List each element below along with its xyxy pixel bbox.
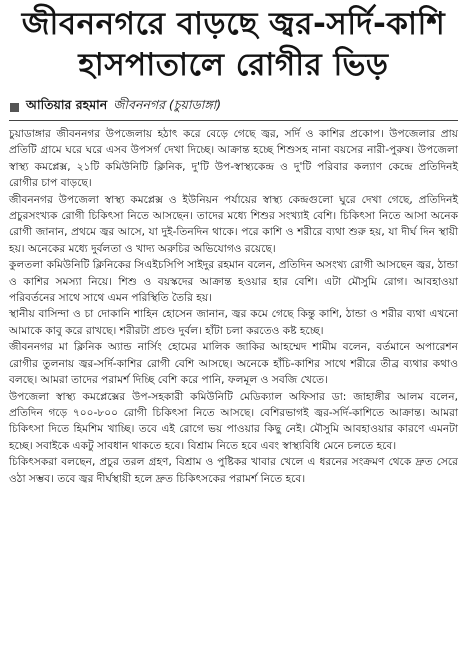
byline-place: জীবননগর (চুয়াডাঙ্গা) xyxy=(113,97,222,112)
article-body xyxy=(9,126,458,487)
article-paragraph: চুয়াডাঙ্গার জীবননগর উপজেলায় হঠাৎ করে বেড়ে গেছে জ্বর, সর্দি ও কাশির প্রকোপ। উপজেলার প্রায় প্রতিটি গ্রামে ঘরে ঘরে এসব উপসর্গ দেখা দিচ্ছে। আক্রান্ত হচ্ছে শিশুসহ নানা বয়সের নারী-পুরুষ। উপজেলা স্বাস্থ্য কমপ্লেক্স, ২১টি কমিউনিটি ক্লিনিক, দু'টি উপ-স্বাস্থ্যকেন্দ্র ও দু'টি পরিবার কল্যাণ কেন্দ্রে প্রতিদিনই রোগীর চাপ বাড়ছে। xyxy=(9,128,459,190)
byline-author: আতিয়ার রহমান xyxy=(26,97,108,112)
byline xyxy=(9,98,458,116)
article-paragraph: চিকিৎসকরা বলছেন, প্রচুর তরল গ্রহণ, বিশ্রাম ও পুষ্টিকর খাবার খেলে এ ধরনের সংক্রমণ থেকে দ্রুত সেরে ওঠা সম্ভব। তবে জ্বর দীর্ঘস্থায়ী হলে দ্রুত চিকিৎসকের পরামর্শ নিতে হবে। xyxy=(9,456,458,485)
article-paragraph: জীবননগর উপজেলা স্বাস্থ্য কমপ্লেক্স ও ইউনিয়ন পর্যায়ের স্বাস্থ্য কেন্দ্রগুলো ঘুরে দেখা গেছে, প্রতিদিনই প্রচুরসংখ্যক রোগী চিকিৎসা নিতে আসছেন। তাদের মধ্যে শিশুর সংখ্যাই বেশি। চিকিৎসা নিতে আসা অনেক রোগী জানান, প্রথমে জ্বর আসে, যা দুই-তিনদিন থাকে। পরে কাশি ও শরীরে ব্যথা শুরু হয়, যা দীর্ঘ দিন স্থায়ী হয়। অনেকের মধ্যে দুর্বলতা ও খাদ্য অরুচির অভিযোগও রয়েছে। xyxy=(9,193,458,255)
article-paragraph: স্থানীয় বাসিন্দা ও চা দোকানি শাহিন হোসেন জানান, জ্বর কমে গেছে কিন্তু কাশি, ঠান্ডা ও শরীর ব্যথা এখনো আমাকে কাবু করে রাখছে। শরীরটা প্রচণ্ড দুর্বল। হাঁটা চলা করতেও কষ্ট হচ্ছে। xyxy=(9,308,458,337)
headline-line-1: জীবননগরে বাড়ছে জ্বর-সর্দি-কাশি xyxy=(21,6,446,42)
byline-divider xyxy=(9,120,458,121)
headline-line-2: হাসপাতালে রোগীর ভিড় xyxy=(78,47,389,83)
headline xyxy=(9,4,458,86)
article-paragraph: জীবননগর মা ক্লিনিক অ্যান্ড নার্সিং হোমের মালিক জাকির আহম্মেদ শামীম বলেন, বর্তমানে অপারেশন রোগীর তুলনায় জ্বর-সর্দি-কাশির রোগী বেশি আসছে। অনেকে হাঁচি-কাশির সাথে শরীরে তীব্র ব্যথার কথাও বলছে। আমরা তাদের পরামর্শ দিচ্ছি বেশি করে পানি, ফলমূল ও সবজি খেতে। xyxy=(9,341,458,387)
article-paragraph: উপজেলা স্বাস্থ্য কমপ্লেক্সের উপ-সহকারী কমিউনিটি মেডিক্যাল অফিসার ডা: জাহাঙ্গীর আলম বলেন, প্রতিদিন গড়ে ৭০০-৮০০ রোগী চিকিৎসা নিতে আসছে। বেশিরভাগই জ্বর-সর্দি-কাশিতে আক্রান্ত। আমরা চিকিৎসা দিতে হিমশিম খাচ্ছি। তবে এই রোগে ভয় পাওয়ার কিছু নেই। মৌসুমি আবহাওয়ার কারণে এমনটা হচ্ছে। সবাইকে একটু সাবধান থাকতে হবে। বিশ্রাম নিতে হবে এবং স্বাস্থ্যবিধি মেনে চলতে হবে। xyxy=(9,390,458,452)
square-bullet-icon xyxy=(10,103,19,112)
article-paragraph: কুলতলা কমিউনিটি ক্লিনিকের সিএইচসিপি সাইদুর রহমান বলেন, প্রতিদিন অসংখ্য রোগী আসছেন জ্বর, ঠান্ডা ও কাশির সমস্যা নিয়ে। শিশু ও বয়স্কদের আক্রান্ত হওয়ার হার বেশি। এটা মৌসুমি রোগ। আবহাওয়া পরিবর্তনের সাথে সাথে এমন পরিস্থিতি তৈরি হয়। xyxy=(9,259,458,305)
